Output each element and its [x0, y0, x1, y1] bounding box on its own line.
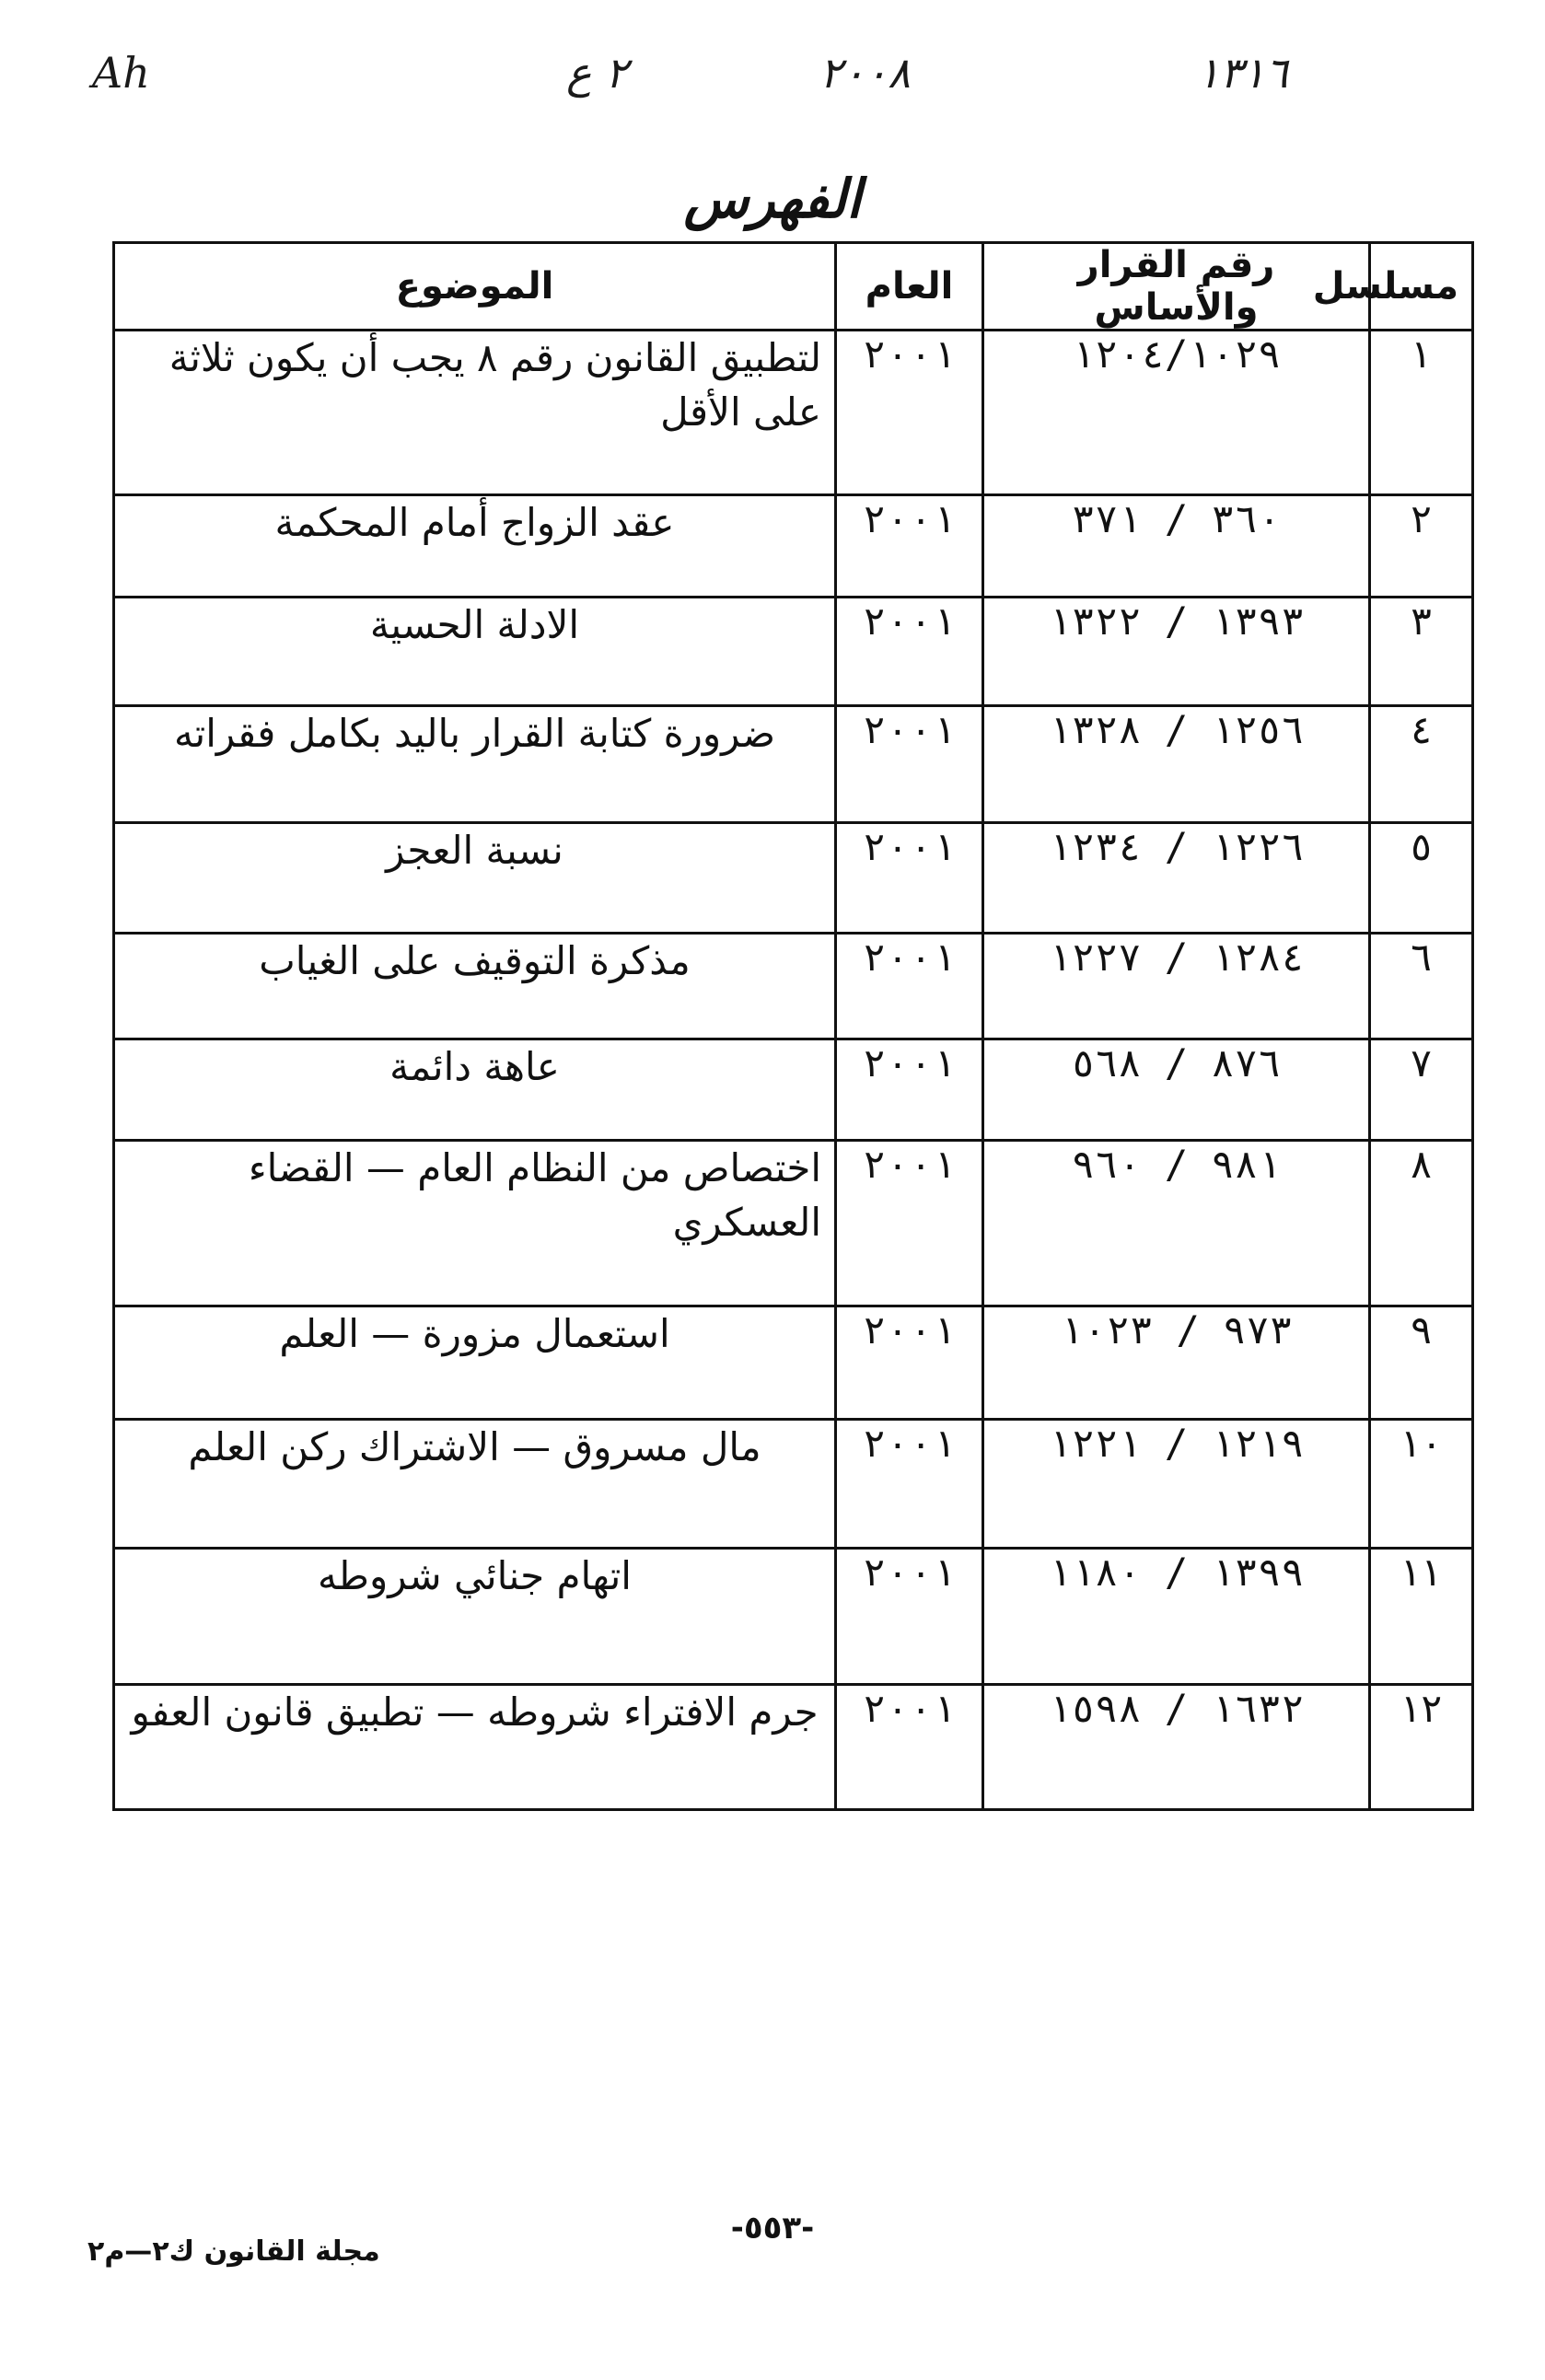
- row-year: ٢٠٠١: [836, 934, 983, 1039]
- header-year: العام: [836, 243, 983, 331]
- row-year: ٢٠٠١: [836, 1306, 983, 1420]
- row-serial: ٧: [1370, 1039, 1473, 1141]
- table-row: [114, 1141, 1473, 1306]
- row-year: ٢٠٠١: [836, 1420, 983, 1549]
- row-serial: ١٢: [1370, 1685, 1473, 1810]
- row-subject: ضرورة كتابة القرار باليد بكامل فقراته: [114, 706, 836, 823]
- row-subject: استعمال مزورة — العلم: [114, 1306, 836, 1420]
- row-serial: ٨: [1370, 1141, 1473, 1306]
- row-decision: ١٢١٩ / ١٢٢١: [983, 1420, 1370, 1549]
- row-year: ٢٠٠١: [836, 1039, 983, 1141]
- row-subject: نسبة العجز: [114, 823, 836, 934]
- row-decision: ١٢٢٦ / ١٢٣٤: [983, 823, 1370, 934]
- row-serial: ١٠: [1370, 1420, 1473, 1549]
- row-serial: ٦: [1370, 934, 1473, 1039]
- row-subject: اختصاص من النظام العام — القضاء العسكري: [114, 1141, 836, 1306]
- handwritten-note-center-b: ٢٠٠٨: [819, 48, 911, 98]
- row-subject: جرم الافتراء شروطه — تطبيق قانون العفو: [114, 1685, 836, 1810]
- row-year: ٢٠٠١: [836, 1685, 983, 1810]
- handwritten-note-left: Ah: [92, 48, 150, 98]
- row-year: ٢٠٠١: [836, 495, 983, 598]
- row-decision: ١٢٥٦ / ١٣٢٨: [983, 706, 1370, 823]
- header-decision: رقم القرار والأساس: [983, 243, 1370, 331]
- row-subject: عقد الزواج أمام المحكمة: [114, 495, 836, 598]
- page-title: الفهرس: [683, 168, 862, 230]
- row-serial: ٤: [1370, 706, 1473, 823]
- row-year: ٢٠٠١: [836, 1141, 983, 1306]
- row-year: ٢٠٠١: [836, 331, 983, 495]
- row-serial: ٢: [1370, 495, 1473, 598]
- row-subject: الادلة الحسية: [114, 598, 836, 706]
- row-decision: ١٢٠٤/١٠٢٩: [983, 331, 1370, 495]
- table-row: [114, 934, 1473, 1039]
- handwritten-note-center-a: ٢ ع: [566, 48, 628, 98]
- row-decision: ٣٦٠ / ٣٧١: [983, 495, 1370, 598]
- row-decision: ١٢٨٤ / ١٢٢٧: [983, 934, 1370, 1039]
- row-subject: عاهة دائمة: [114, 1039, 836, 1141]
- row-decision: ٨٧٦ / ٥٦٨: [983, 1039, 1370, 1141]
- table-header-row: [114, 243, 1473, 331]
- row-serial: ٩: [1370, 1306, 1473, 1420]
- row-decision: ١٣٩٩ / ١١٨٠: [983, 1549, 1370, 1685]
- row-serial: ٥: [1370, 823, 1473, 934]
- row-year: ٢٠٠١: [836, 823, 983, 934]
- row-serial: ١١: [1370, 1549, 1473, 1685]
- handwritten-note-right: ١٣١٦: [1197, 48, 1288, 98]
- row-subject: مال مسروق — الاشتراك ركن العلم: [114, 1420, 836, 1549]
- page-number: -٥٥٣-: [730, 2210, 815, 2246]
- table-row: [114, 706, 1473, 823]
- table-row: [114, 495, 1473, 598]
- row-year: ٢٠٠١: [836, 1549, 983, 1685]
- table-row: [114, 1549, 1473, 1685]
- row-serial: ١: [1370, 331, 1473, 495]
- journal-footer: مجلة القانون ك٢—م٢: [87, 2235, 380, 2268]
- row-subject: لتطبيق القانون رقم ٨ يجب أن يكون ثلاثة على الأقل: [114, 331, 836, 495]
- row-decision: ٩٧٣ / ١٠٢٣: [983, 1306, 1370, 1420]
- row-decision: ١٣٩٣ / ١٣٢٢: [983, 598, 1370, 706]
- row-year: ٢٠٠١: [836, 598, 983, 706]
- row-decision: ٩٨١ / ٩٦٠: [983, 1141, 1370, 1306]
- row-subject: اتهام جنائي شروطه: [114, 1549, 836, 1685]
- header-serial: مسلسل: [1370, 243, 1473, 331]
- table-row: [114, 1306, 1473, 1420]
- table-row: [114, 823, 1473, 934]
- row-serial: ٣: [1370, 598, 1473, 706]
- table-row: [114, 1685, 1473, 1810]
- row-subject: مذكرة التوقيف على الغياب: [114, 934, 836, 1039]
- table-row: [114, 598, 1473, 706]
- header-subject: الموضوع: [114, 243, 836, 331]
- table-row: [114, 1039, 1473, 1141]
- index-table: [112, 241, 1474, 1811]
- row-decision: ١٦٣٢ / ١٥٩٨: [983, 1685, 1370, 1810]
- table-row: [114, 1420, 1473, 1549]
- table-row: [114, 331, 1473, 495]
- row-year: ٢٠٠١: [836, 706, 983, 823]
